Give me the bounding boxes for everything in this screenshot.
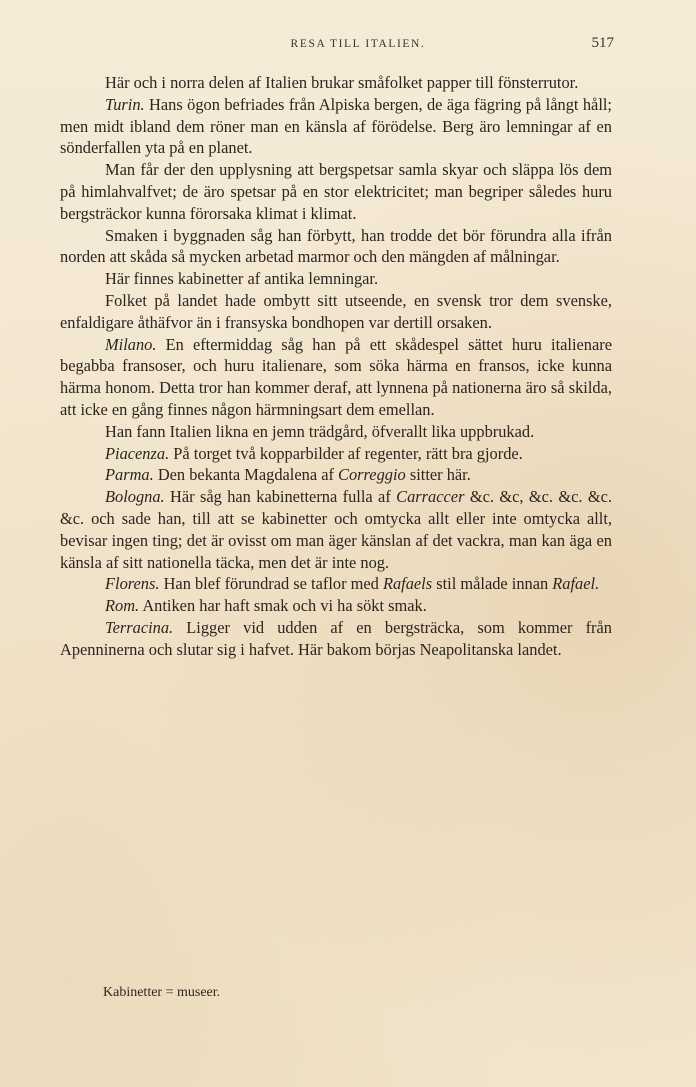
text-run: stil målade innan — [432, 574, 553, 594]
text-run: Hans ögon befriades från Alpiska bergen, de äga fägring på långt håll; men midt ibland dem röner man en känsla af förödelse. Berg äro lemningar af en sönderfallen yta på en planet. — [60, 94, 612, 158]
paragraph — [60, 595, 612, 617]
paragraph — [60, 334, 612, 421]
text-run: Man får der den upplysning att bergspetsar samla skyar och släppa lös dem på himlahvalfvet; de äro spetsar på en stor elektricitet; man begriper således huru bergsträckor kunna förorsaka klimat i klimat. — [60, 160, 612, 223]
text-run: &c. &c, &c. &c. &c. &c. och sade han, till att se kabinetter och omtycka allt eller inte omtycka allt, bevisar ingen ting; det är ovisst om man äger känslan af det vackra, man kan äga en känsla af sitt nationella täcka, men det är inte nog. — [60, 487, 612, 572]
paragraph — [60, 290, 612, 334]
text-run: Han blef förundrad se taflor med — [159, 574, 383, 594]
italic-text: Rafaels — [382, 574, 433, 594]
text-run: Ligger vid udden af en bergsträcka, som kommer från Apenninerna och slutar sig i hafvet. Här bakom börjas Neapolitanska landet. — [60, 617, 612, 659]
footnote: Kabinetter = museer. — [103, 985, 221, 1000]
italic-text: Parma. — [105, 465, 154, 485]
text-run: En eftermiddag såg han på ett skådespel sättet huru italienare begabba fransoser, och huru italienare, som söka härma en fransos, icke kunna härma honom. Detta tror han kommer deraf, att lynnena på nationerna äro så skilda, att icke en gång finnes någon härmningsart dem emellan. — [60, 334, 612, 419]
paragraph — [60, 617, 612, 661]
paragraph — [60, 225, 612, 269]
italic-text: Piacenza. — [105, 443, 170, 463]
italic-text: Bologna. — [105, 487, 165, 507]
text-run: Den bekanta Magdalena af — [153, 465, 339, 485]
italic-text: Florens. — [105, 574, 160, 594]
italic-text: Rom. — [105, 596, 140, 616]
text-run: Här finnes kabinetter af antika lemningar. — [105, 269, 379, 289]
paragraph — [60, 159, 612, 224]
italic-text: Rafael. — [552, 574, 600, 594]
text-run: Han fann Italien likna en jemn trädgård, öfverallt lika uppbrukad. — [105, 421, 535, 441]
page-number: 517 — [591, 35, 614, 51]
body-text — [60, 72, 612, 661]
paragraph — [60, 268, 612, 290]
paragraph — [60, 94, 612, 159]
running-head — [102, 36, 614, 56]
text-run: Här såg han kabinetterna fulla af — [164, 487, 397, 507]
paragraph — [60, 72, 612, 94]
italic-text: Carraccer — [396, 487, 465, 507]
text-run: På torget två kopparbilder af regenter, rätt bra gjorde. — [169, 443, 523, 463]
paragraph — [60, 486, 612, 573]
text-run: Folket på landet hade ombytt sitt utseende, en svensk tror dem svenske, enfaldigare åthäfvor än i fransyska bondhopen var dertill orsaken. — [60, 290, 612, 332]
running-title: RESA TILL ITALIEN. — [290, 38, 426, 50]
paragraph — [60, 421, 612, 443]
text-run: Smaken i byggnaden såg han förbytt, han trodde det bör förundra alla ifrån norden att skåda så mycken arbetad marmor och den mängden af målningar. — [60, 225, 612, 267]
paragraph — [60, 573, 612, 595]
italic-text: Milano. — [105, 334, 157, 354]
italic-text: Turin. — [105, 94, 145, 114]
paragraph — [60, 443, 612, 465]
paragraph — [60, 464, 612, 486]
text-run: Här och i norra delen af Italien brukar småfolket papper till fönsterrutor. — [105, 73, 579, 92]
italic-text: Correggio — [338, 465, 406, 485]
text-run: sitter här. — [405, 465, 471, 485]
italic-text: Terracina. — [105, 617, 174, 637]
text-run: Antiken har haft smak och vi ha sökt smak. — [139, 596, 427, 616]
